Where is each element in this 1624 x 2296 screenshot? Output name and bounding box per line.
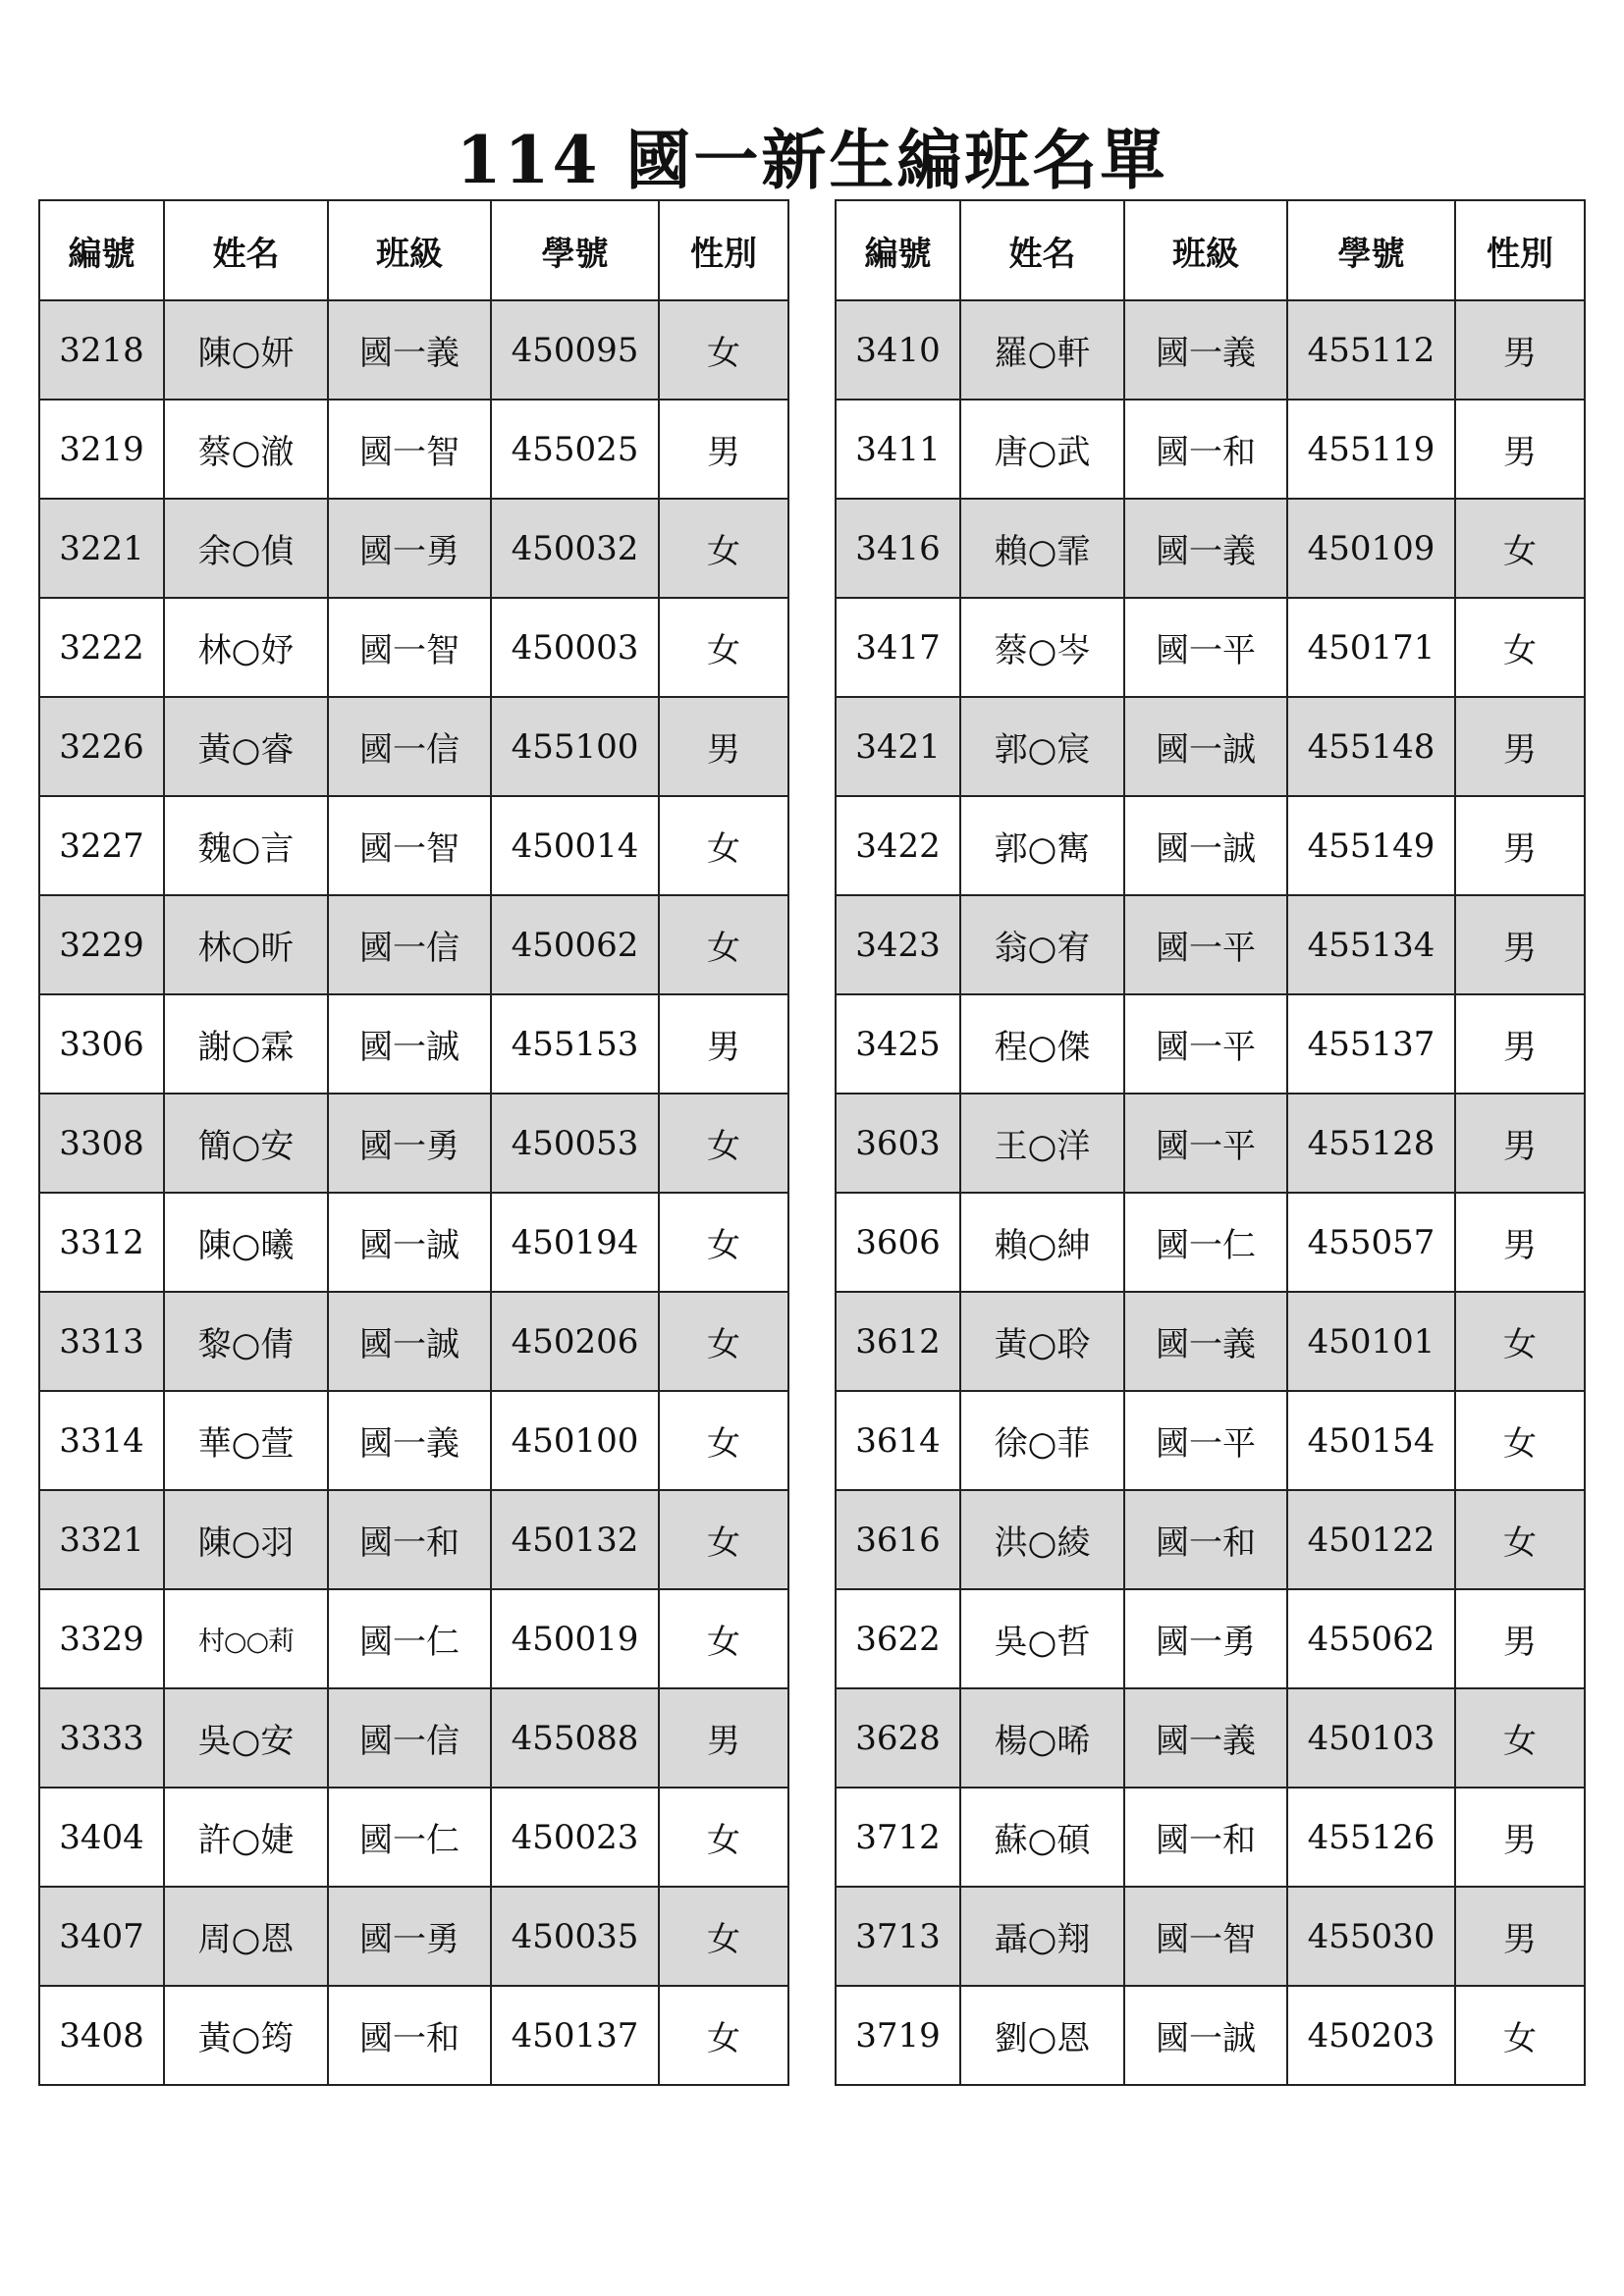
cell-class: 國一義: [1124, 1292, 1287, 1391]
table-row: [39, 1986, 788, 2085]
cell-name: 劉○恩: [960, 1986, 1124, 2085]
cell-gender: 女: [1455, 1490, 1585, 1589]
cell-student-id: 450171: [1287, 598, 1455, 697]
table-row: [39, 598, 788, 697]
cell-student-id: 455128: [1287, 1094, 1455, 1193]
roster-table-left: [38, 199, 789, 2086]
cell-name: 唐○武: [960, 400, 1124, 499]
table-row: [39, 1589, 788, 1688]
cell-gender: 女: [659, 1589, 788, 1688]
column-header-number: 編號: [836, 200, 960, 300]
cell-class: 國一勇: [328, 499, 491, 598]
cell-number: 3221: [39, 499, 164, 598]
cell-gender: 女: [659, 1788, 788, 1887]
cell-student-id: 450019: [491, 1589, 659, 1688]
cell-class: 國一義: [328, 1391, 491, 1490]
cell-gender: 女: [1455, 1688, 1585, 1788]
cell-number: 3219: [39, 400, 164, 499]
cell-name: 簡○安: [164, 1094, 328, 1193]
cell-number: 3227: [39, 796, 164, 895]
cell-student-id: 450194: [491, 1193, 659, 1292]
cell-name: 徐○菲: [960, 1391, 1124, 1490]
cell-class: 國一信: [328, 697, 491, 796]
cell-gender: 女: [659, 1986, 788, 2085]
table-row: [39, 499, 788, 598]
cell-class: 國一平: [1124, 895, 1287, 994]
cell-number: 3312: [39, 1193, 164, 1292]
cell-gender: 女: [659, 598, 788, 697]
cell-number: 3422: [836, 796, 960, 895]
cell-student-id: 450032: [491, 499, 659, 598]
column-header-gender: 性別: [659, 200, 788, 300]
cell-number: 3712: [836, 1788, 960, 1887]
column-header-name: 姓名: [960, 200, 1124, 300]
cell-class: 國一誠: [1124, 796, 1287, 895]
cell-class: 國一誠: [1124, 697, 1287, 796]
cell-gender: 女: [659, 796, 788, 895]
cell-number: 3416: [836, 499, 960, 598]
cell-student-id: 450122: [1287, 1490, 1455, 1589]
cell-gender: 女: [659, 300, 788, 400]
cell-student-id: 455149: [1287, 796, 1455, 895]
table-row: [836, 697, 1585, 796]
cell-name: 郭○寯: [960, 796, 1124, 895]
cell-gender: 女: [659, 1887, 788, 1986]
table-row: [836, 895, 1585, 994]
cell-number: 3614: [836, 1391, 960, 1490]
cell-name: 陳○妍: [164, 300, 328, 400]
column-header-student-id: 學號: [1287, 200, 1455, 300]
table-row: [39, 895, 788, 994]
cell-number: 3313: [39, 1292, 164, 1391]
cell-gender: 男: [659, 1688, 788, 1788]
cell-gender: 男: [1455, 697, 1585, 796]
cell-name: 程○傑: [960, 994, 1124, 1094]
table-row: [836, 598, 1585, 697]
cell-gender: 男: [1455, 1788, 1585, 1887]
cell-student-id: 455134: [1287, 895, 1455, 994]
table-row: [836, 796, 1585, 895]
cell-gender: 女: [659, 499, 788, 598]
table-row: [836, 300, 1585, 400]
table-row: [39, 1788, 788, 1887]
cell-number: 3425: [836, 994, 960, 1094]
table-row: [39, 994, 788, 1094]
table-row: [836, 1887, 1585, 1986]
cell-gender: 女: [1455, 598, 1585, 697]
cell-number: 3411: [836, 400, 960, 499]
table-row: [39, 1391, 788, 1490]
cell-student-id: 455126: [1287, 1788, 1455, 1887]
cell-class: 國一和: [1124, 1788, 1287, 1887]
cell-name: 楊○晞: [960, 1688, 1124, 1788]
table-row: [39, 1688, 788, 1788]
header-row: [39, 200, 788, 300]
cell-student-id: 450206: [491, 1292, 659, 1391]
cell-student-id: 450132: [491, 1490, 659, 1589]
cell-class: 國一勇: [328, 1094, 491, 1193]
table-row: [836, 994, 1585, 1094]
cell-class: 國一平: [1124, 1094, 1287, 1193]
cell-name: 林○昕: [164, 895, 328, 994]
cell-number: 3423: [836, 895, 960, 994]
cell-number: 3713: [836, 1887, 960, 1986]
cell-number: 3314: [39, 1391, 164, 1490]
cell-name: 魏○言: [164, 796, 328, 895]
cell-gender: 男: [659, 697, 788, 796]
cell-class: 國一智: [328, 796, 491, 895]
cell-gender: 男: [1455, 895, 1585, 994]
cell-gender: 男: [1455, 994, 1585, 1094]
cell-class: 國一誠: [328, 1193, 491, 1292]
cell-gender: 女: [659, 1292, 788, 1391]
cell-student-id: 455025: [491, 400, 659, 499]
column-header-number: 編號: [39, 200, 164, 300]
cell-student-id: 450062: [491, 895, 659, 994]
cell-student-id: 455112: [1287, 300, 1455, 400]
table-row: [836, 1391, 1585, 1490]
table-row: [836, 1490, 1585, 1589]
cell-student-id: 450023: [491, 1788, 659, 1887]
header-row: [836, 200, 1585, 300]
cell-name: 蘇○碩: [960, 1788, 1124, 1887]
cell-name: 郭○宸: [960, 697, 1124, 796]
cell-student-id: 455119: [1287, 400, 1455, 499]
cell-gender: 男: [1455, 796, 1585, 895]
cell-gender: 男: [659, 994, 788, 1094]
cell-class: 國一智: [328, 598, 491, 697]
cell-gender: 女: [659, 1490, 788, 1589]
cell-class: 國一義: [328, 300, 491, 400]
cell-student-id: 450137: [491, 1986, 659, 2085]
cell-name: 賴○霏: [960, 499, 1124, 598]
cell-name: 華○萱: [164, 1391, 328, 1490]
cell-number: 3408: [39, 1986, 164, 2085]
cell-class: 國一平: [1124, 598, 1287, 697]
cell-name: 林○妤: [164, 598, 328, 697]
column-header-gender: 性別: [1455, 200, 1585, 300]
table-row: [836, 400, 1585, 499]
cell-gender: 女: [1455, 1391, 1585, 1490]
cell-number: 3417: [836, 598, 960, 697]
cell-gender: 女: [1455, 1986, 1585, 2085]
cell-gender: 女: [659, 1094, 788, 1193]
roster-body-right: [836, 300, 1585, 2085]
cell-number: 3616: [836, 1490, 960, 1589]
table-row: [39, 1193, 788, 1292]
cell-name: 周○恩: [164, 1887, 328, 1986]
cell-class: 國一誠: [1124, 1986, 1287, 2085]
cell-number: 3410: [836, 300, 960, 400]
cell-class: 國一和: [328, 1490, 491, 1589]
cell-number: 3606: [836, 1193, 960, 1292]
table-row: [39, 1887, 788, 1986]
cell-name: 黃○睿: [164, 697, 328, 796]
table-row: [39, 796, 788, 895]
cell-student-id: 450003: [491, 598, 659, 697]
cell-class: 國一義: [1124, 1688, 1287, 1788]
cell-student-id: 455030: [1287, 1887, 1455, 1986]
table-row: [39, 300, 788, 400]
cell-name: 村○○莉: [164, 1589, 328, 1688]
cell-name: 羅○軒: [960, 300, 1124, 400]
cell-gender: 男: [1455, 400, 1585, 499]
cell-gender: 女: [659, 1391, 788, 1490]
cell-number: 3222: [39, 598, 164, 697]
cell-name: 蔡○岑: [960, 598, 1124, 697]
cell-class: 國一和: [1124, 400, 1287, 499]
cell-class: 國一平: [1124, 1391, 1287, 1490]
cell-class: 國一平: [1124, 994, 1287, 1094]
cell-gender: 女: [659, 1193, 788, 1292]
cell-student-id: 450103: [1287, 1688, 1455, 1788]
table-row: [39, 1094, 788, 1193]
cell-name: 謝○霖: [164, 994, 328, 1094]
cell-number: 3719: [836, 1986, 960, 2085]
column-header-name: 姓名: [164, 200, 328, 300]
cell-number: 3404: [39, 1788, 164, 1887]
cell-name: 洪○綾: [960, 1490, 1124, 1589]
cell-name: 黃○聆: [960, 1292, 1124, 1391]
table-row: [836, 1589, 1585, 1688]
cell-number: 3321: [39, 1490, 164, 1589]
cell-gender: 男: [1455, 1887, 1585, 1986]
cell-student-id: 455062: [1287, 1589, 1455, 1688]
cell-name: 陳○曦: [164, 1193, 328, 1292]
table-row: [836, 1094, 1585, 1193]
cell-number: 3628: [836, 1688, 960, 1788]
cell-student-id: 455088: [491, 1688, 659, 1788]
column-header-class: 班級: [1124, 200, 1287, 300]
cell-gender: 女: [1455, 1292, 1585, 1391]
cell-student-id: 450095: [491, 300, 659, 400]
cell-student-id: 450203: [1287, 1986, 1455, 2085]
cell-class: 國一義: [1124, 499, 1287, 598]
cell-name: 陳○羽: [164, 1490, 328, 1589]
table-row: [836, 499, 1585, 598]
cell-number: 3603: [836, 1094, 960, 1193]
cell-number: 3226: [39, 697, 164, 796]
table-row: [836, 1788, 1585, 1887]
cell-number: 3306: [39, 994, 164, 1094]
cell-name: 王○洋: [960, 1094, 1124, 1193]
cell-class: 國一和: [1124, 1490, 1287, 1589]
column-header-class: 班級: [328, 200, 491, 300]
cell-number: 3622: [836, 1589, 960, 1688]
cell-student-id: 455100: [491, 697, 659, 796]
cell-name: 黎○倩: [164, 1292, 328, 1391]
table-row: [836, 1986, 1585, 2085]
cell-student-id: 455148: [1287, 697, 1455, 796]
cell-gender: 男: [1455, 1193, 1585, 1292]
table-row: [836, 1193, 1585, 1292]
cell-number: 3333: [39, 1688, 164, 1788]
cell-class: 國一誠: [328, 1292, 491, 1391]
cell-student-id: 450109: [1287, 499, 1455, 598]
cell-student-id: 450053: [491, 1094, 659, 1193]
table-row: [836, 1688, 1585, 1788]
cell-number: 3421: [836, 697, 960, 796]
cell-number: 3612: [836, 1292, 960, 1391]
cell-gender: 女: [1455, 499, 1585, 598]
cell-gender: 男: [1455, 1589, 1585, 1688]
page-title: 114 國一新生編班名單: [456, 122, 1168, 198]
cell-class: 國一仁: [328, 1788, 491, 1887]
cell-gender: 男: [1455, 300, 1585, 400]
cell-student-id: 450101: [1287, 1292, 1455, 1391]
cell-class: 國一仁: [328, 1589, 491, 1688]
cell-student-id: 450100: [491, 1391, 659, 1490]
cell-name: 賴○紳: [960, 1193, 1124, 1292]
cell-name: 吳○哲: [960, 1589, 1124, 1688]
cell-number: 3407: [39, 1887, 164, 1986]
cell-gender: 男: [659, 400, 788, 499]
cell-number: 3229: [39, 895, 164, 994]
cell-student-id: 450014: [491, 796, 659, 895]
table-row: [39, 697, 788, 796]
table-row: [39, 1490, 788, 1589]
cell-student-id: 455153: [491, 994, 659, 1094]
cell-student-id: 455137: [1287, 994, 1455, 1094]
cell-class: 國一智: [1124, 1887, 1287, 1986]
cell-number: 3308: [39, 1094, 164, 1193]
roster-body-left: [39, 300, 788, 2085]
cell-class: 國一智: [328, 400, 491, 499]
table-row: [836, 1292, 1585, 1391]
cell-name: 吳○安: [164, 1688, 328, 1788]
table-row: [39, 1292, 788, 1391]
roster-table-right: [835, 199, 1586, 2086]
cell-class: 國一信: [328, 1688, 491, 1788]
cell-name: 黃○筠: [164, 1986, 328, 2085]
cell-class: 國一和: [328, 1986, 491, 2085]
cell-class: 國一義: [1124, 300, 1287, 400]
cell-student-id: 450154: [1287, 1391, 1455, 1490]
cell-name: 許○婕: [164, 1788, 328, 1887]
cell-class: 國一勇: [328, 1887, 491, 1986]
table-row: [39, 400, 788, 499]
cell-name: 余○偵: [164, 499, 328, 598]
cell-gender: 女: [659, 895, 788, 994]
cell-class: 國一仁: [1124, 1193, 1287, 1292]
cell-class: 國一勇: [1124, 1589, 1287, 1688]
cell-student-id: 450035: [491, 1887, 659, 1986]
cell-number: 3329: [39, 1589, 164, 1688]
column-header-student-id: 學號: [491, 200, 659, 300]
cell-student-id: 455057: [1287, 1193, 1455, 1292]
cell-class: 國一誠: [328, 994, 491, 1094]
cell-name: 翁○宥: [960, 895, 1124, 994]
cell-name: 聶○翔: [960, 1887, 1124, 1986]
cell-number: 3218: [39, 300, 164, 400]
cell-class: 國一信: [328, 895, 491, 994]
cell-name: 蔡○澈: [164, 400, 328, 499]
cell-gender: 男: [1455, 1094, 1585, 1193]
